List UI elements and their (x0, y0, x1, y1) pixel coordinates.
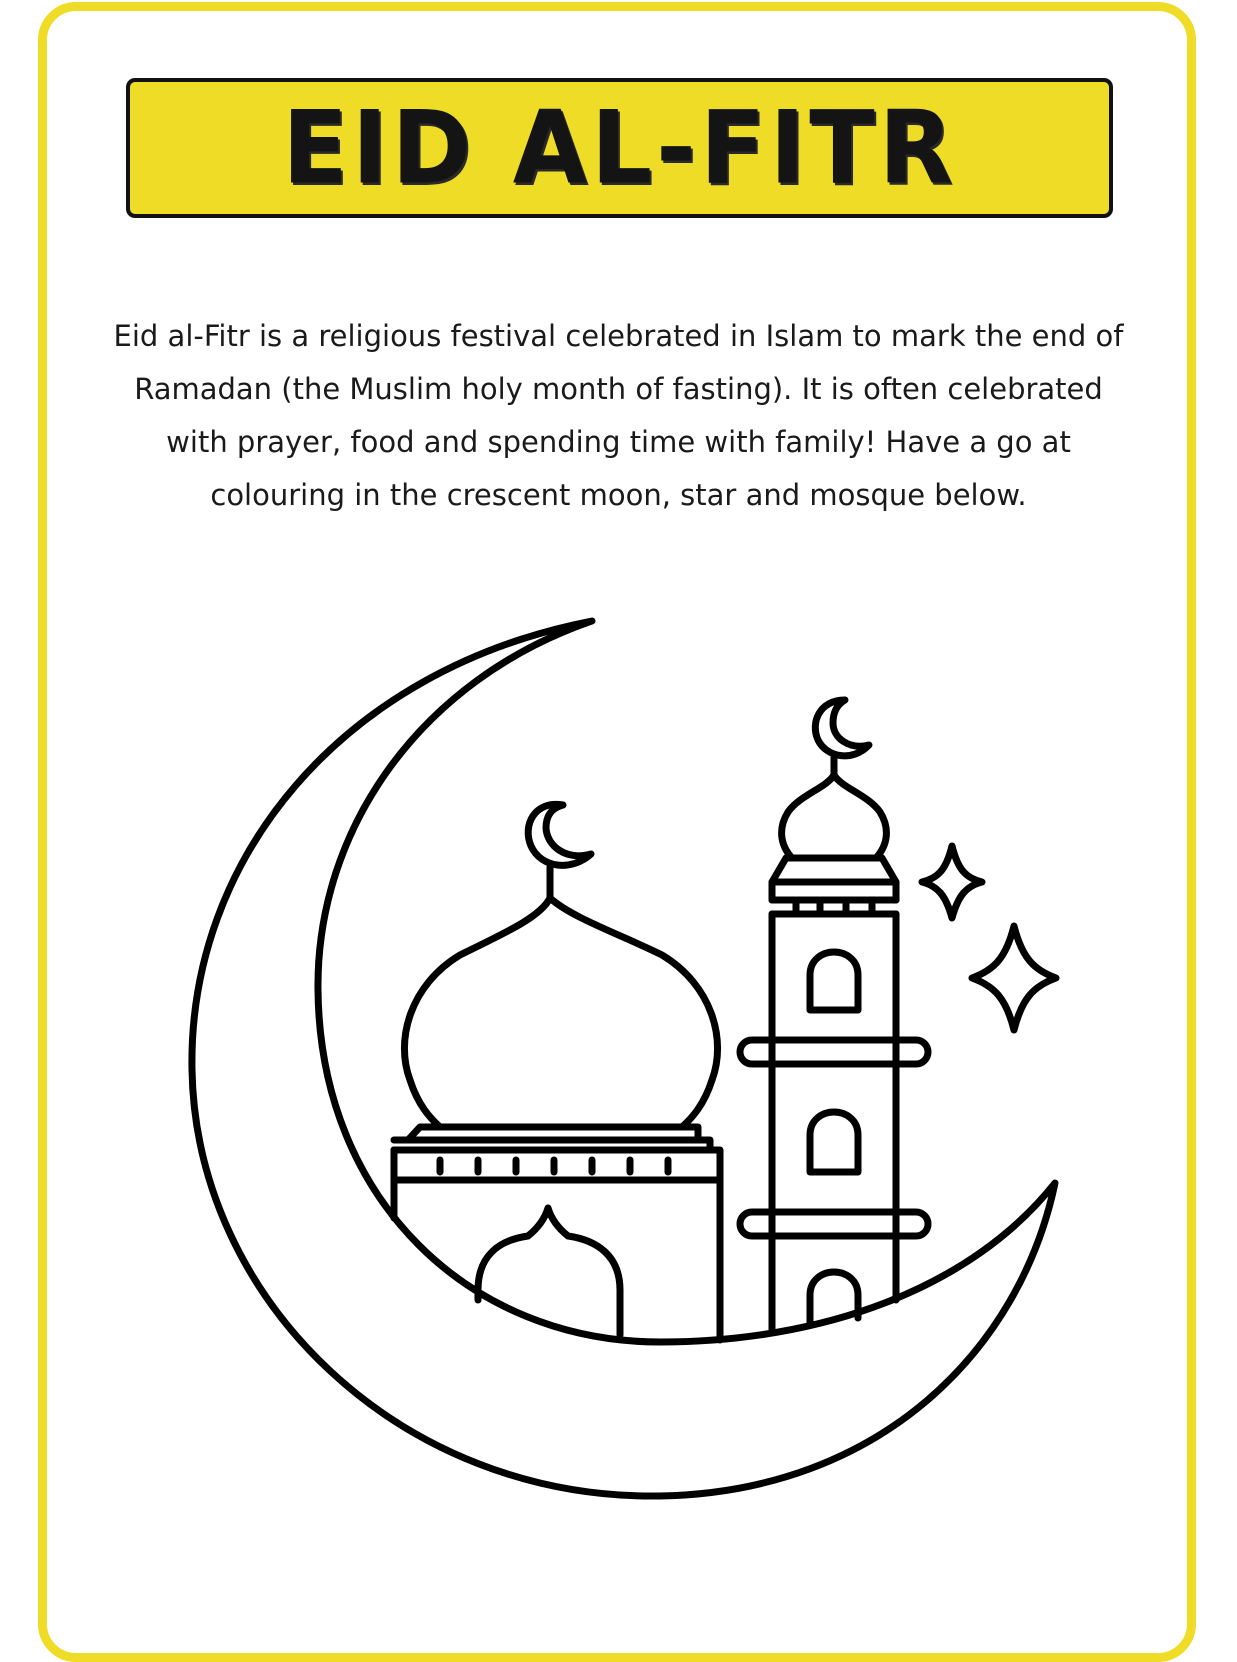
dome-crescent-icon (528, 804, 591, 865)
minaret-ring (740, 1212, 928, 1236)
minaret-dome (782, 775, 887, 858)
mosque-parapet (440, 1160, 668, 1172)
minaret-window (810, 1112, 858, 1172)
intro-paragraph: Eid al-Fitr is a religious festival celebrated in Islam to mark the end of Ramadan (the Muslim holy month of fasting). It is often celebrated with prayer, food and spending time with family! Have a go at colouring in the crescent moon, star and mosque below. (113, 319, 1124, 512)
page-title: EID AL-FITR (282, 89, 957, 207)
minaret-ring (740, 1040, 928, 1064)
minaret-balcony-top (772, 858, 896, 882)
minaret-window (810, 952, 858, 1010)
small-star-icon (922, 846, 982, 918)
large-star-icon (972, 926, 1056, 1030)
mosque-door (478, 1208, 620, 1335)
main-dome (404, 898, 717, 1127)
minaret-crescent-icon (815, 700, 869, 756)
